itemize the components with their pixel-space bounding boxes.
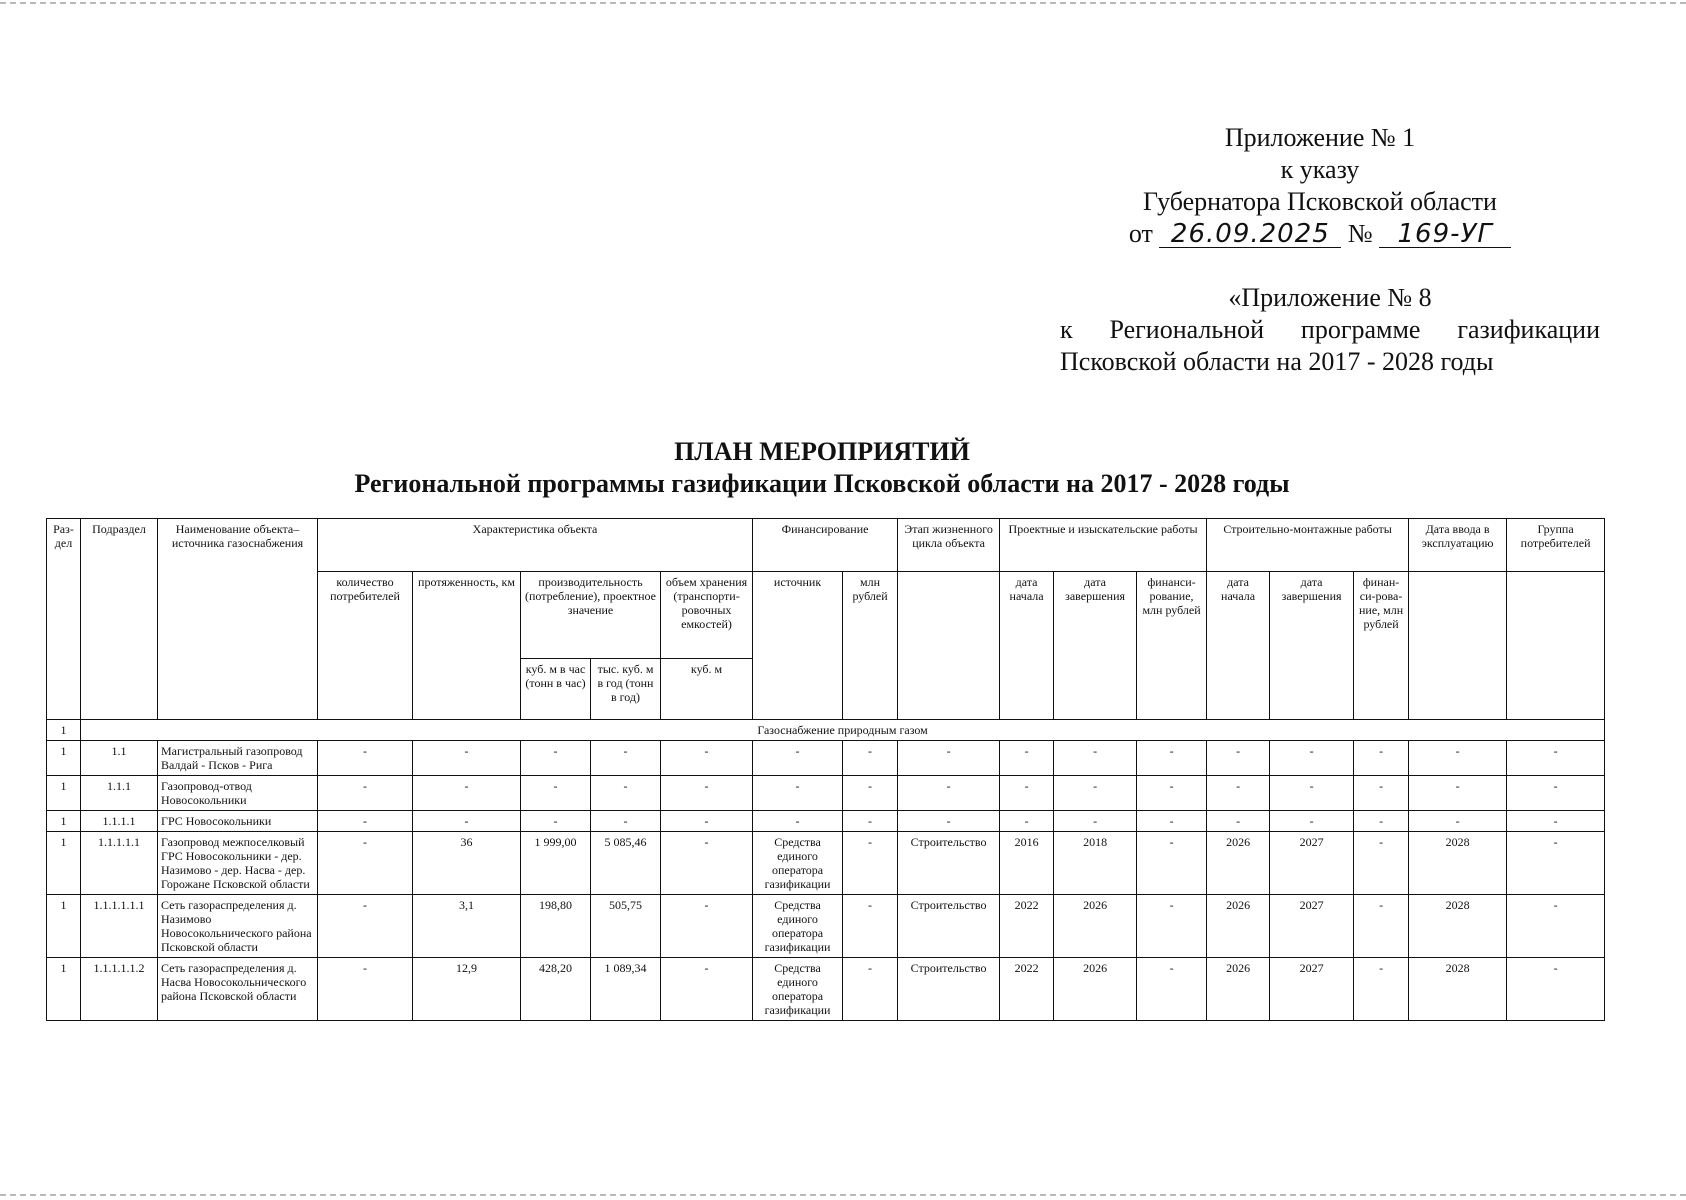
table-row bbox=[47, 958, 1605, 1021]
cell-commission: 2028 bbox=[1409, 832, 1507, 895]
plan-table bbox=[46, 518, 1605, 1021]
cell-consumers: - bbox=[318, 776, 413, 811]
header-name: Наименование объекта–источника газоснабжения bbox=[158, 519, 318, 720]
header-stage: Этап жизненного цикла объекта bbox=[898, 519, 1000, 572]
cell-name: Сеть газораспределения д. Назимово Новосокольнического района Псковской области bbox=[158, 895, 318, 958]
table-row bbox=[47, 832, 1605, 895]
cell-constr-fin: - bbox=[1354, 895, 1409, 958]
header-razdel: Раз-дел bbox=[47, 519, 81, 720]
appendix-1-block bbox=[1080, 122, 1560, 250]
header-constr-start: дата начала bbox=[1207, 572, 1270, 720]
cell-razdel: 1 bbox=[47, 811, 81, 832]
cell-design-start: - bbox=[1000, 811, 1054, 832]
cell-cap-year: 505,75 bbox=[591, 895, 661, 958]
cell-design-end: 2026 bbox=[1054, 958, 1137, 1021]
cell-podrazdel: 1.1.1.1.1.1 bbox=[81, 895, 158, 958]
cell-constr-end: - bbox=[1270, 776, 1354, 811]
cell-constr-fin: - bbox=[1354, 811, 1409, 832]
cell-consumers: - bbox=[318, 895, 413, 958]
plan-rows bbox=[47, 741, 1605, 1021]
appendix-8-block bbox=[1060, 282, 1600, 378]
header-row-1 bbox=[47, 519, 1605, 572]
header-design-fin: финанси-рование, млн рублей bbox=[1137, 572, 1207, 720]
plan-heading bbox=[44, 436, 1600, 500]
header-cap-hour: куб. м в час (тонн в час) bbox=[521, 659, 591, 720]
cell-commission: - bbox=[1409, 741, 1507, 776]
cell-constr-end: 2027 bbox=[1270, 958, 1354, 1021]
cell-group: - bbox=[1507, 958, 1605, 1021]
appendix-8-region: Псковской области на 2017 - 2028 годы bbox=[1060, 347, 1494, 376]
appendix-1-title: Приложение № 1 bbox=[1224, 123, 1416, 152]
cell-constr-fin: - bbox=[1354, 832, 1409, 895]
cell-name: Сеть газораспределения д. Насва Новосокольнического района Псковской области bbox=[158, 958, 318, 1021]
table-row bbox=[47, 776, 1605, 811]
header-length: протяженность, км bbox=[413, 572, 521, 720]
cell-design-start: 2022 bbox=[1000, 895, 1054, 958]
table-row bbox=[47, 895, 1605, 958]
cell-consumers: - bbox=[318, 811, 413, 832]
header-podrazdel: Подраздел bbox=[81, 519, 158, 720]
cell-name: ГРС Новосокольники bbox=[158, 811, 318, 832]
header-consumers: количество потребителей bbox=[318, 572, 413, 720]
cell-cap-year: - bbox=[591, 776, 661, 811]
cell-cap-year: 5 085,46 bbox=[591, 832, 661, 895]
cell-design-start: 2016 bbox=[1000, 832, 1054, 895]
cell-stage: Строительство bbox=[898, 895, 1000, 958]
cell-name: Газопровод межпоселковый ГРС Новосокольники - дер. Назимово - дер. Насва - дер. Горожане Псковской области bbox=[158, 832, 318, 895]
cell-group: - bbox=[1507, 832, 1605, 895]
cell-group: - bbox=[1507, 811, 1605, 832]
header-capacity: производительность (потребление), проектное значение bbox=[521, 572, 661, 659]
header-mln: млн рублей bbox=[843, 572, 898, 720]
cell-mln: - bbox=[843, 741, 898, 776]
cell-design-fin: - bbox=[1137, 895, 1207, 958]
cell-design-fin: - bbox=[1137, 776, 1207, 811]
cell-constr-start: - bbox=[1207, 776, 1270, 811]
cell-storage: - bbox=[661, 811, 753, 832]
cell-consumers: - bbox=[318, 958, 413, 1021]
cell-constr-start: 2026 bbox=[1207, 895, 1270, 958]
appendix-8-program: к Региональной программе газификации bbox=[1060, 315, 1600, 344]
cell-group: - bbox=[1507, 895, 1605, 958]
header-design-start: дата начала bbox=[1000, 572, 1054, 720]
cell-stage: Строительство bbox=[898, 958, 1000, 1021]
header-stage-empty bbox=[898, 572, 1000, 720]
cell-commission: 2028 bbox=[1409, 958, 1507, 1021]
cell-design-end: 2018 bbox=[1054, 832, 1137, 895]
cell-cap-hour: - bbox=[521, 741, 591, 776]
header-financing: Финансирование bbox=[753, 519, 898, 572]
header-commission: Дата ввода в эксплуатацию bbox=[1409, 519, 1507, 572]
cell-stage: - bbox=[898, 741, 1000, 776]
cell-group: - bbox=[1507, 776, 1605, 811]
cell-constr-end: - bbox=[1270, 811, 1354, 832]
header-constr-end: дата завершения bbox=[1270, 572, 1354, 720]
cell-storage: - bbox=[661, 832, 753, 895]
appendix-8-title: «Приложение № 8 bbox=[1228, 283, 1432, 312]
cell-mln: - bbox=[843, 776, 898, 811]
table-row bbox=[47, 741, 1605, 776]
cell-cap-hour: - bbox=[521, 811, 591, 832]
cell-constr-fin: - bbox=[1354, 776, 1409, 811]
cell-cap-hour: 198,80 bbox=[521, 895, 591, 958]
cell-design-fin: - bbox=[1137, 958, 1207, 1021]
cell-commission: - bbox=[1409, 776, 1507, 811]
cell-design-fin: - bbox=[1137, 832, 1207, 895]
cell-cap-hour: 1 999,00 bbox=[521, 832, 591, 895]
cell-length: - bbox=[413, 776, 521, 811]
cell-commission: - bbox=[1409, 811, 1507, 832]
cell-constr-start: - bbox=[1207, 741, 1270, 776]
section-row bbox=[47, 720, 1605, 741]
cell-design-start: - bbox=[1000, 776, 1054, 811]
appendix-1-governor: Губернатора Псковской области bbox=[1143, 187, 1497, 216]
cell-cap-year: - bbox=[591, 811, 661, 832]
scan-edge-top bbox=[0, 2, 1686, 4]
section-label: Газоснабжение природным газом bbox=[81, 720, 1605, 741]
cell-podrazdel: 1.1.1.1.1.2 bbox=[81, 958, 158, 1021]
cell-razdel: 1 bbox=[47, 776, 81, 811]
cell-source: Средства единого оператора газификации bbox=[753, 895, 843, 958]
cell-source: Средства единого оператора газификации bbox=[753, 958, 843, 1021]
cell-podrazdel: 1.1 bbox=[81, 741, 158, 776]
cell-mln: - bbox=[843, 895, 898, 958]
cell-source: - bbox=[753, 811, 843, 832]
plan-title: ПЛАН МЕРОПРИЯТИЙ bbox=[674, 437, 970, 466]
appendix-1-date-line bbox=[1080, 218, 1560, 250]
appendix-1-decree: к указу bbox=[1280, 155, 1360, 184]
table-row bbox=[47, 811, 1605, 832]
header-storage-unit: куб. м bbox=[661, 659, 753, 720]
scan-edge-bottom bbox=[0, 1194, 1686, 1196]
cell-constr-end: 2027 bbox=[1270, 895, 1354, 958]
cell-stage: - bbox=[898, 811, 1000, 832]
cell-cap-hour: 428,20 bbox=[521, 958, 591, 1021]
cell-mln: - bbox=[843, 958, 898, 1021]
number-label: № bbox=[1347, 219, 1373, 248]
cell-cap-year: 1 089,34 bbox=[591, 958, 661, 1021]
header-cap-year: тыс. куб. м в год (тонн в год) bbox=[591, 659, 661, 720]
handwritten-date: 26.09.2025 bbox=[1159, 221, 1341, 248]
cell-constr-start: 2026 bbox=[1207, 958, 1270, 1021]
cell-group: - bbox=[1507, 741, 1605, 776]
cell-design-fin: - bbox=[1137, 741, 1207, 776]
cell-storage: - bbox=[661, 895, 753, 958]
header-group: Группа потребителей bbox=[1507, 519, 1605, 572]
header-storage: объем хранения (транспорти-ровочных емкостей) bbox=[661, 572, 753, 659]
section-number: 1 bbox=[47, 720, 81, 741]
header-commission-empty bbox=[1409, 572, 1507, 720]
header-source: источник bbox=[753, 572, 843, 720]
cell-source: - bbox=[753, 776, 843, 811]
cell-constr-fin: - bbox=[1354, 741, 1409, 776]
cell-design-end: - bbox=[1054, 741, 1137, 776]
cell-length: 12,9 bbox=[413, 958, 521, 1021]
cell-constr-fin: - bbox=[1354, 958, 1409, 1021]
cell-podrazdel: 1.1.1.1 bbox=[81, 811, 158, 832]
cell-storage: - bbox=[661, 741, 753, 776]
from-label: от bbox=[1128, 219, 1153, 248]
cell-commission: 2028 bbox=[1409, 895, 1507, 958]
cell-constr-start: - bbox=[1207, 811, 1270, 832]
cell-length: - bbox=[413, 811, 521, 832]
cell-source: Средства единого оператора газификации bbox=[753, 832, 843, 895]
cell-podrazdel: 1.1.1 bbox=[81, 776, 158, 811]
cell-constr-start: 2026 bbox=[1207, 832, 1270, 895]
cell-mln: - bbox=[843, 811, 898, 832]
cell-length: 36 bbox=[413, 832, 521, 895]
cell-constr-end: - bbox=[1270, 741, 1354, 776]
cell-razdel: 1 bbox=[47, 832, 81, 895]
cell-consumers: - bbox=[318, 741, 413, 776]
cell-stage: - bbox=[898, 776, 1000, 811]
plan-subtitle: Региональной программы газификации Псковской области на 2017 - 2028 годы bbox=[354, 469, 1290, 498]
cell-storage: - bbox=[661, 958, 753, 1021]
header-design-end: дата завершения bbox=[1054, 572, 1137, 720]
cell-design-fin: - bbox=[1137, 811, 1207, 832]
cell-razdel: 1 bbox=[47, 958, 81, 1021]
cell-design-start: 2022 bbox=[1000, 958, 1054, 1021]
cell-podrazdel: 1.1.1.1.1 bbox=[81, 832, 158, 895]
cell-name: Газопровод-отвод Новосокольники bbox=[158, 776, 318, 811]
cell-razdel: 1 bbox=[47, 895, 81, 958]
cell-cap-hour: - bbox=[521, 776, 591, 811]
cell-source: - bbox=[753, 741, 843, 776]
cell-length: - bbox=[413, 741, 521, 776]
cell-consumers: - bbox=[318, 832, 413, 895]
cell-cap-year: - bbox=[591, 741, 661, 776]
cell-razdel: 1 bbox=[47, 741, 81, 776]
cell-storage: - bbox=[661, 776, 753, 811]
cell-constr-end: 2027 bbox=[1270, 832, 1354, 895]
header-group-empty bbox=[1507, 572, 1605, 720]
cell-name: Магистральный газопровод Валдай - Псков - Рига bbox=[158, 741, 318, 776]
cell-mln: - bbox=[843, 832, 898, 895]
handwritten-number: 169-УГ bbox=[1379, 221, 1511, 248]
header-construction: Строительно-монтажные работы bbox=[1207, 519, 1409, 572]
header-characteristics: Характеристика объекта bbox=[318, 519, 753, 572]
header-design: Проектные и изыскательские работы bbox=[1000, 519, 1207, 572]
cell-stage: Строительство bbox=[898, 832, 1000, 895]
header-constr-fin: финан-си-рова-ние, млн рублей bbox=[1354, 572, 1409, 720]
cell-design-end: - bbox=[1054, 811, 1137, 832]
cell-length: 3,1 bbox=[413, 895, 521, 958]
cell-design-start: - bbox=[1000, 741, 1054, 776]
cell-design-end: - bbox=[1054, 776, 1137, 811]
cell-design-end: 2026 bbox=[1054, 895, 1137, 958]
